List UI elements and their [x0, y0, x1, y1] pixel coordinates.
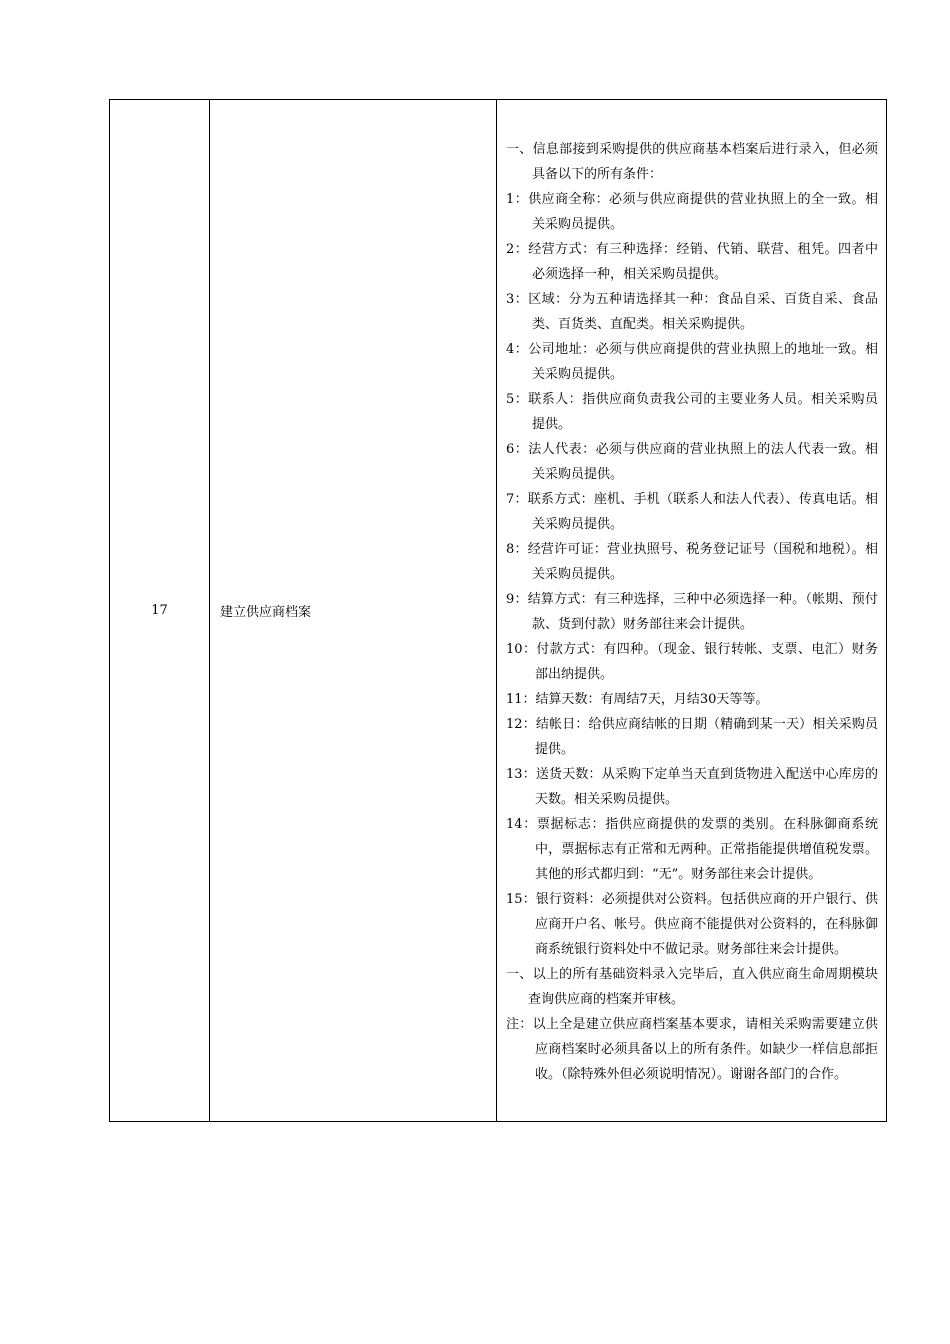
intro-paragraph: 一、信息部接到采购提供的供应商基本档案后进行录入，但必须具备以下的所有条件：	[506, 141, 878, 182]
condition-5: 5：联系人：指供应商负责我公司的主要业务人员。相关采购员提供。	[506, 391, 878, 432]
condition-15: 15：银行资料：必须提供对公资料。包括供应商的开户银行、供应商开户名、帐号。供应商不能提供对公资料的，在科脉御商系统银行资料处中不做记录。财务部往来会计提供。	[506, 891, 878, 957]
condition-9: 9：结算方式：有三种选择，三种中必须选择一种。（帐期、预付款、货到付款）财务部往来会计提供。	[506, 591, 878, 632]
condition-14: 14：票据标志：指供应商提供的发票的类别。在科脉御商系统中，票据标志有正常和无两种。正常指能提供增值税发票。其他的形式都归到：“无”。财务部往来会计提供。	[506, 816, 878, 882]
note-paragraph: 注：以上全是建立供应商档案基本要求，请相关采购需要建立供应商档案时必须具备以上的所有条件。如缺少一样信息部拒收。（除特殊外但必须说明情况）。谢谢各部门的合作。	[506, 1016, 878, 1082]
completion-paragraph: 一、以上的所有基础资料录入完毕后，直入供应商生命周期模块查询供应商的档案并审核。	[506, 966, 878, 1007]
condition-7: 7：联系方式：座机、手机（联系人和法人代表）、传真电话。相关采购员提供。	[506, 491, 878, 532]
condition-2: 2：经营方式：有三种选择：经销、代销、联营、租凭。四者中必须选择一种，相关采购员提供。	[506, 241, 878, 282]
row-description	[497, 100, 887, 1122]
condition-1: 1：供应商全称：必须与供应商提供的营业执照上的全一致。相关采购员提供。	[506, 191, 878, 232]
condition-12: 12：结帐日：给供应商结帐的日期（精确到某一天）相关采购员提供。	[506, 716, 878, 757]
procedure-table	[109, 99, 887, 1122]
condition-11: 11：结算天数：有周结7天，月结30天等等。	[506, 691, 769, 707]
condition-10: 10：付款方式：有四种。（现金、银行转帐、支票、电汇）财务部出纳提供。	[506, 641, 878, 682]
condition-8: 8：经营许可证：营业执照号、税务登记证号（国税和地税）。相关采购员提供。	[506, 541, 878, 582]
condition-13: 13：送货天数：从采购下定单当天直到货物进入配送中心库房的天数。相关采购员提供。	[506, 766, 878, 807]
row-item-name: 建立供应商档案	[210, 100, 497, 1122]
condition-3: 3：区域：分为五种请选择其一种：食品自采、百货自采、食品类、百货类、直配类。相关采购提供。	[506, 291, 878, 332]
row-number: 17	[110, 100, 210, 1122]
table-row	[110, 100, 887, 1122]
condition-6: 6：法人代表：必须与供应商的营业执照上的法人代表一致。相关采购员提供。	[506, 441, 878, 482]
condition-4: 4：公司地址：必须与供应商提供的营业执照上的地址一致。相关采购员提供。	[506, 341, 878, 382]
